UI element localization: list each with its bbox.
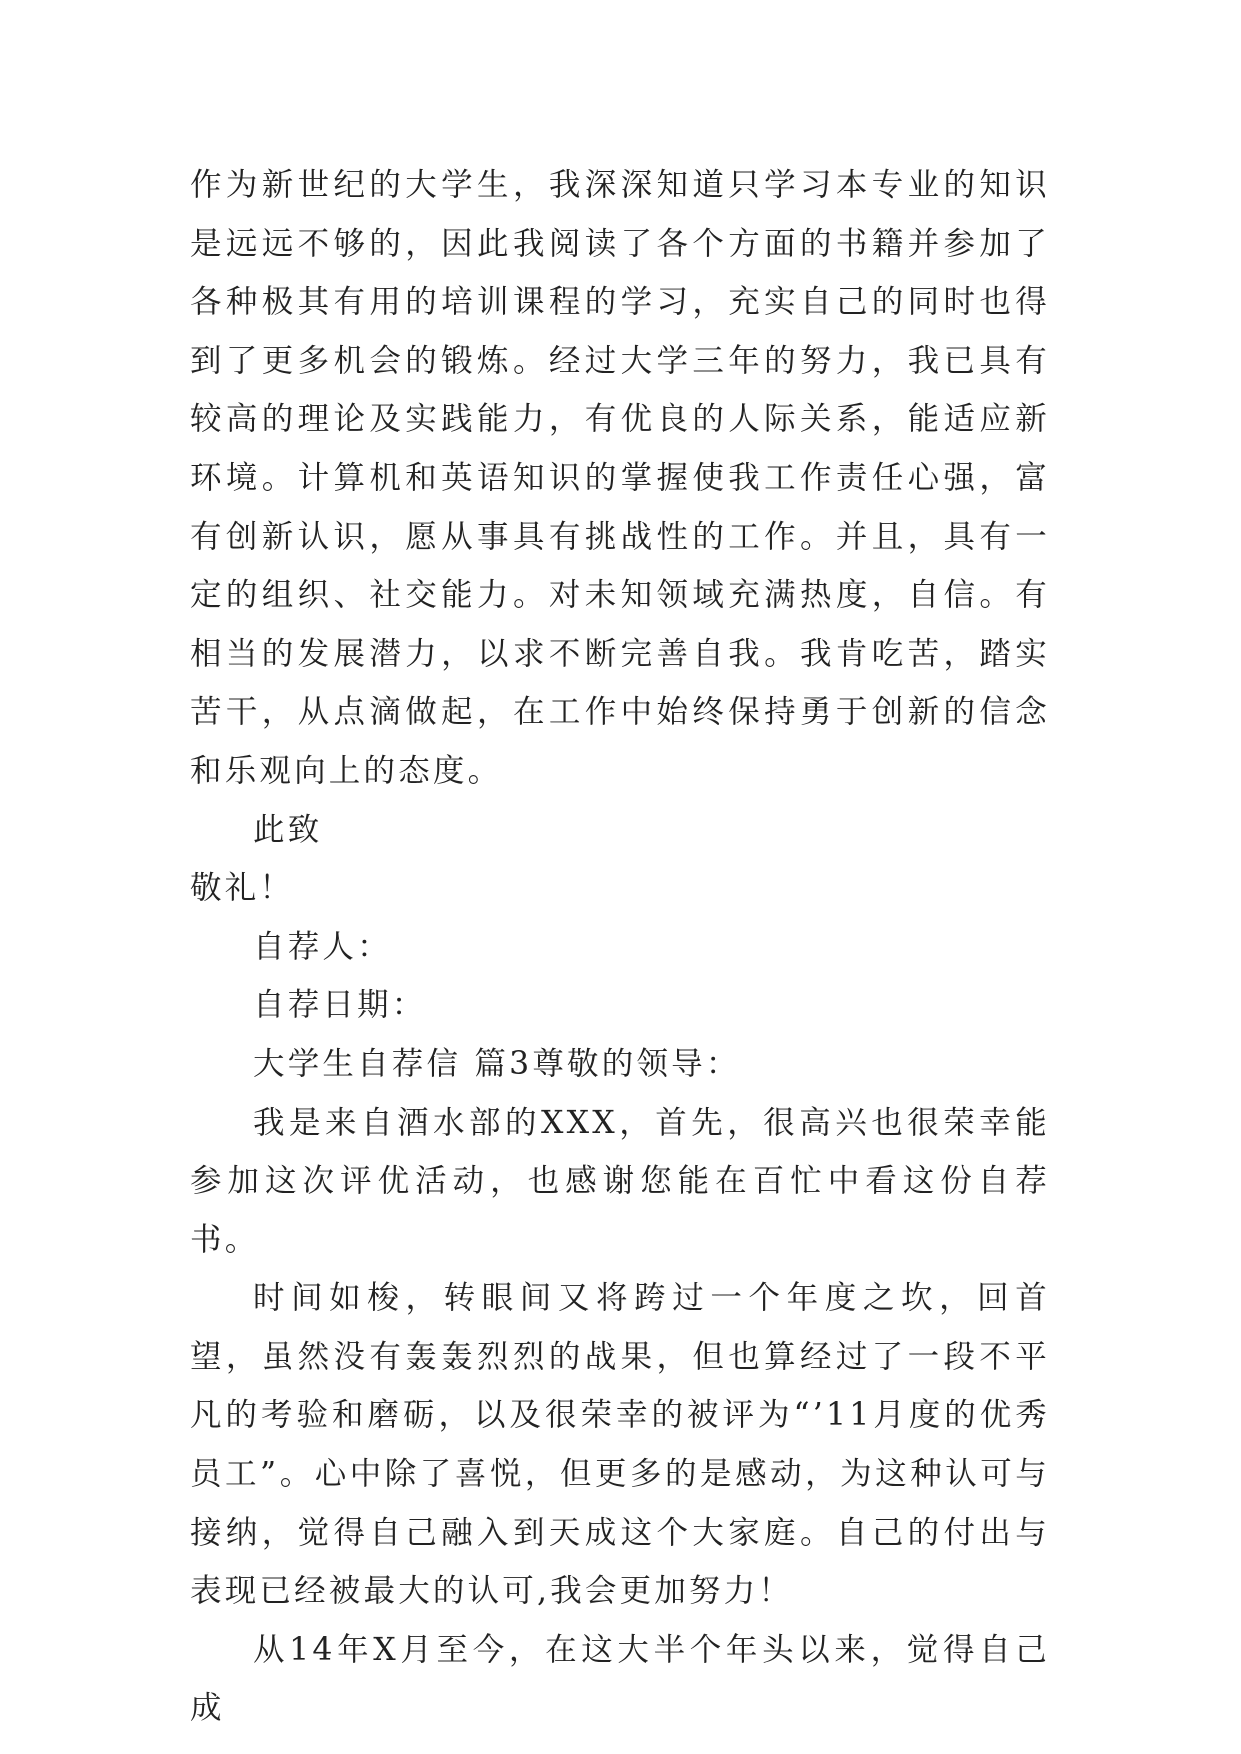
date-label: 自荐日期： <box>253 987 427 1024</box>
body-paragraph: 作为新世纪的大学生，我深深知道只学习本专业的知识是远远不够的，因此我阅读了各个方面的书籍并参加了各种极其有用的培训课程的学习，充实自己的同时也得到了更多机会的锻炼。经过大学三年的努力，我已具有较高的理论及实践能力，有优良的人际关系，能适应新环境。计算机和英语知识的掌握使我工作责任心强，富有创新认识，愿从事具有挑战性的工作。并且，具有一定的组织、社交能力。对未知领域充满热度，自信。有相当的发展潜力，以求不断完善自我。我肯吃苦，踏实苦干，从点滴做起，在工作中始终保持勇于创新的信念和乐观向上的态度。 <box>190 167 1050 789</box>
body-paragraph: 我是来自酒水部的XXX，首先，很高兴也很荣幸能参加这次评优活动，也感谢您能在百忙中看这份自荐书。 <box>190 1104 1050 1258</box>
closing-respect: 敬礼！ <box>190 870 295 907</box>
closing-salutation: 此致 <box>253 811 323 848</box>
body-paragraph: 时间如梭，转眼间又将跨过一个年度之坎，回首望，虽然没有轰轰烈烈的战果，但也算经过了一段不平凡的考验和磨砺，以及很荣幸的被评为“’11月度的优秀员工”。心中除了喜悦，但更多的是感动，为这种认可与接纳，觉得自己融入到天成这个大家庭。自己的付出与表现已经被最大的认可,我会更加努力！ <box>190 1280 1050 1610</box>
section-heading: 大学生自荐信 篇3尊敬的领导： <box>253 1045 741 1082</box>
signer-label: 自荐人： <box>253 928 392 965</box>
document-body <box>190 156 1050 1738</box>
body-paragraph: 从14年X月至今，在这大半个年头以来，觉得自己成 <box>190 1631 1050 1727</box>
